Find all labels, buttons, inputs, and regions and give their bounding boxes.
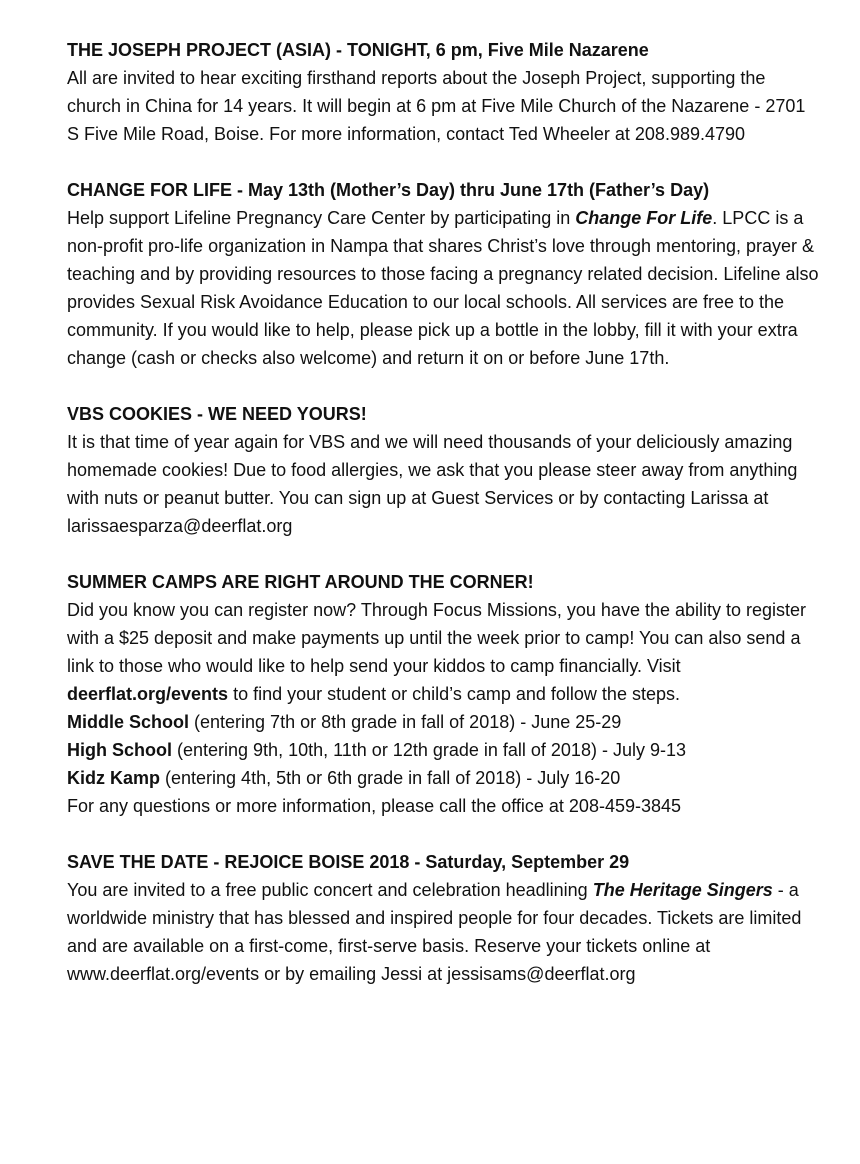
announcement-body [67,876,820,988]
events-link[interactable]: deerflat.org/events [67,684,229,704]
camp-contact-line: For any questions or more information, please call the office at 208-459-3845 [67,796,682,816]
camp-detail: (entering 4th, 5th or 6th grade in fall of 2018) - July 16-20 [160,768,621,788]
camp-detail: (entering 7th or 8th grade in fall of 2018) - June 25-29 [189,712,622,732]
camp-name: High School [67,740,172,760]
camp-entry-high-school [67,736,820,764]
program-name: Change For Life [575,208,713,228]
body-text: Help support Lifeline Pregnancy Care Center by participating in [67,208,576,228]
announcement-body [67,204,820,372]
announcement-heading: VBS COOKIES - WE NEED YOURS! [67,404,367,424]
announcement-joseph-project [67,36,820,148]
announcement-heading: THE JOSEPH PROJECT (ASIA) - TONIGHT, 6 pm, Five Mile Nazarene [67,40,649,60]
camp-name: Kidz Kamp [67,768,161,788]
body-text: to find your student or child’s camp and follow the steps. [228,684,680,704]
announcement-body: All are invited to hear exciting firsthand reports about the Joseph Project, supporting the church in China for 14 years. It will begin at 6 pm at Five Mile Church of the Nazarene - 2701 S Five Mile Road, Boise. For more information, contact Ted Wheeler at 208.989.4790 [67,68,806,144]
announcement-body [67,596,820,708]
announcement-heading: SUMMER CAMPS ARE RIGHT AROUND THE CORNER! [67,572,534,592]
performer-name: The Heritage Singers [592,880,773,900]
body-text: . LPCC is a non-profit pro-life organization in Nampa that shares Christ’s love through mentoring, prayer & teaching and by providing resources to those facing a pregnancy related decision. Lifeline also provides Sexual Risk Avoidance Education to our local schools. All services are free to the community. If you would like to help, please pick up a bottle in the lobby, fill it with your extra change (cash or checks also welcome) and return it on or before June 17th. [67,208,819,368]
announcement-rejoice-boise [67,848,820,988]
announcement-heading: CHANGE FOR LIFE - May 13th (Mother’s Day) thru June 17th (Father’s Day) [67,180,710,200]
camp-entry-kidz-kamp [67,764,820,792]
body-text: Did you know you can register now? Through Focus Missions, you have the ability to register with a $25 deposit and make payments up until the week prior to camp! You can also send a link to those who would like to help send your kiddos to camp financially. Visit [67,600,807,676]
announcement-vbs-cookies [67,400,820,540]
announcement-heading: SAVE THE DATE - REJOICE BOISE 2018 - Saturday, September 29 [67,852,630,872]
announcement-summer-camps [67,568,820,820]
body-text: You are invited to a free public concert and celebration headlining [67,880,593,900]
camp-detail: (entering 9th, 10th, 11th or 12th grade in fall of 2018) - July 9-13 [172,740,686,760]
camp-name: Middle School [67,712,190,732]
body-text: - a worldwide ministry that has blessed and inspired people for four decades. Tickets are limited and are available on a first-come, first-serve basis. Reserve your tickets online at www.deerflat.org/events or by emailing Jessi at jessisams@deerflat.org [67,880,802,984]
camp-entry-middle-school [67,708,820,736]
announcement-change-for-life [67,176,820,372]
announcement-body: It is that time of year again for VBS and we will need thousands of your deliciously amazing homemade cookies! Due to food allergies, we ask that you please steer away from anything with nuts or peanut butter. You can sign up at Guest Services or by contacting Larissa at larissaesparza@deerflat.org [67,432,798,536]
